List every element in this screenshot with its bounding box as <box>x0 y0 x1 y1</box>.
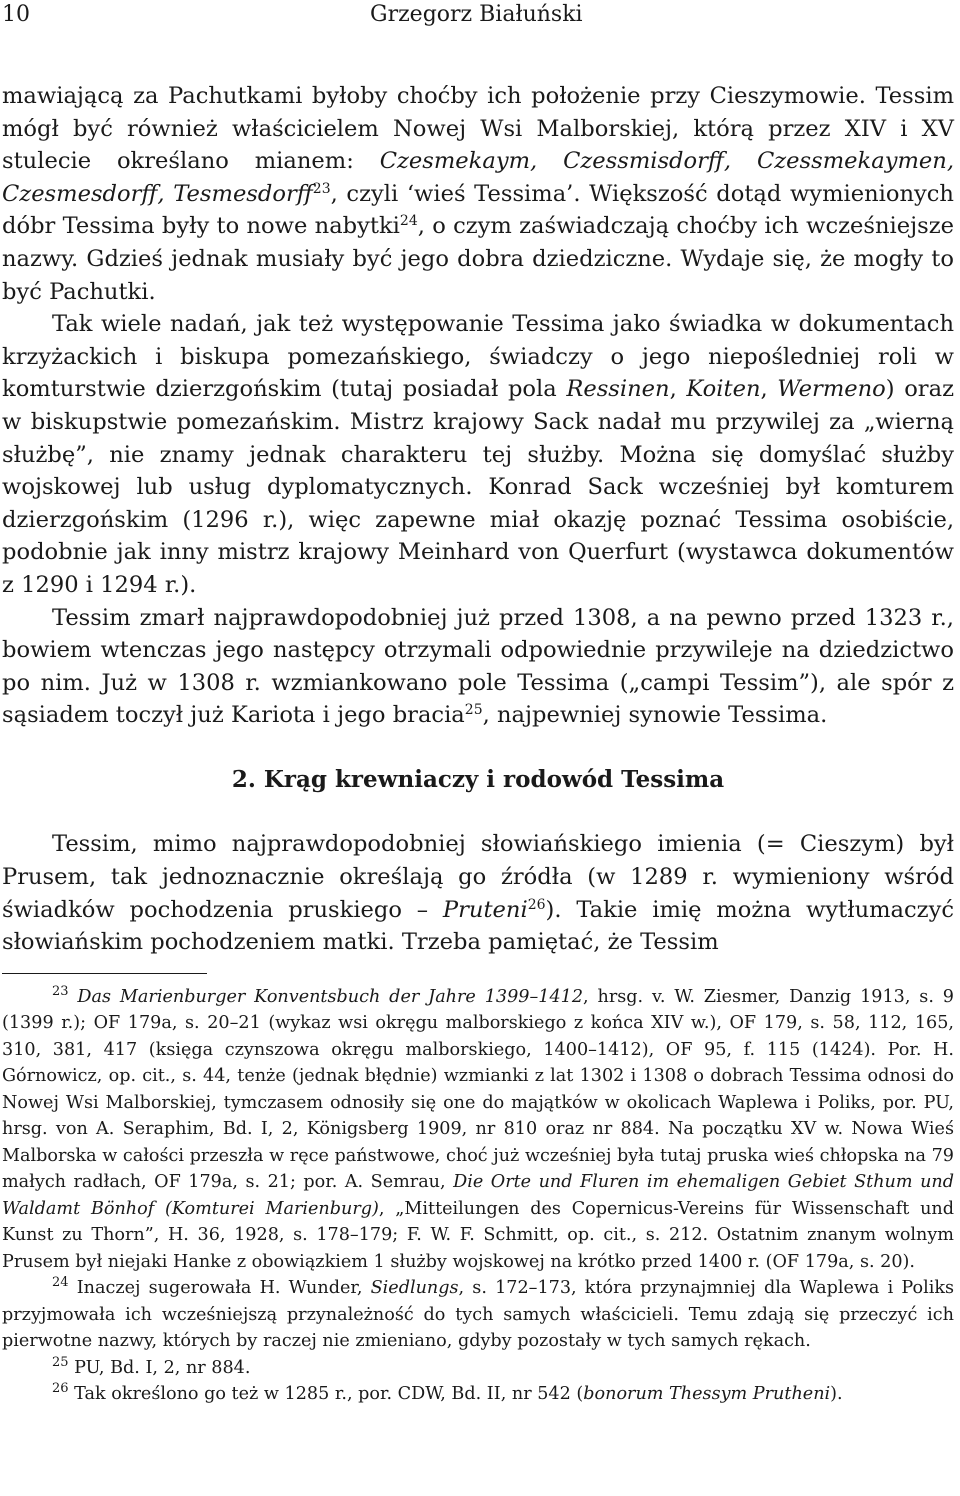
footnote-ref-24[interactable]: 24 <box>399 213 418 230</box>
running-head-author: Grzegorz Białuński <box>370 2 583 27</box>
footnote-number: 25 <box>52 1354 69 1370</box>
footnote-26: $^{26}$ Tak określono go też w 1285 r., por. CDW, Bd. II, nr 542 (bonorum Thessym Prutheni). <box>52 1381 843 1405</box>
footnote-number: 24 <box>52 1275 69 1291</box>
footnote-24: $^{24}$ Inaczej sugerowała H. Wunder, Siedlungs, s. 172–173, która przynajmniej dla Waplewa i Poliks przyjmowała ich wcześniejszą przynależność do tych samych właścicieli. Temu zdają się przeczyć ich pierwotne nazwy, których by raczej nie zmieniano, gdyby pozostały w tych samych rękach. <box>2 1275 955 1352</box>
place-names-italic: Czesmekaym, Czessmisdorff, Czessmekaymen, Czesmesdorff, Tesmesdorff <box>2 148 954 207</box>
section-heading: 2. Krąg krewniaczy i rodowód Tessima <box>231 765 725 793</box>
footnote-separator <box>2 973 207 974</box>
footnote-ref-23[interactable]: 23 <box>312 180 331 197</box>
document-page <box>2 0 954 1408</box>
footnote-number: 26 <box>52 1381 69 1397</box>
footnote-ref-25[interactable]: 25 <box>464 702 483 719</box>
footnotes <box>2 984 954 1408</box>
paragraph: Tessim zmarł najprawdopodobniej już przed 1308, a na pewno przed 1323 r., bowiem wtenczas jego następcy otrzymali odpowiednie przywileje na dziedzictwo po nim. Już w 1308 r. wzmiankowano pole Tessima („campi Tessim”), ale spór z sąsiadem toczył już Kariota i jego bracia$^{25}$, najpewniej synowie Tessima. <box>2 604 954 729</box>
running-head <box>2 2 954 32</box>
paragraph: Tessim, mimo najprawdopodobniej słowiańskiego imienia (= Cieszym) był Prusem, tak jednoznacznie określają go źródła (w 1289 r. wymieniony wśród świadków pochodzenia pruskiego – Pruteni$^{26}$). Takie imię można wytłumaczyć słowiańskim pochodzeniem matki. Trzeba pamiętać, że Tessim <box>2 831 954 956</box>
paragraph: Tak wiele nadań, jak też występowanie Tessima jako świadka w dokumentach krzyżackich i biskupa pomezańskiego, świadczy o jego niepośledniej roli w komturstwie dzierzgońskim (tutaj posiadał pola Ressinen, Koiten, Wermeno) oraz w biskupstwie pomezańskim. Mistrz krajowy Sack nadał mu przywilej za „wierną służbę”, nie znamy jednak charakteru tej służby. Można się domyślać służby wojskowej lub usług dyplomatycznych. Konrad Sack wcześniej był komturem dzierzgońskim (1296 r.), więc zapewne miał okazję poznać Tessima osobiście, podobnie jak inny mistrz krajowy Meinhard von Querfurt (wystawca dokumentów z 1290 i 1294 r.). <box>2 311 954 598</box>
body-text <box>2 80 954 959</box>
footnote-25: $^{25}$ PU, Bd. I, 2, nr 884. <box>52 1354 251 1378</box>
page-number: 10 <box>2 2 30 27</box>
footnote-number: 23 <box>52 983 69 999</box>
footnote-23: $^{23}$ Das Marienburger Konventsbuch der Jahre 1399–1412, hrsg. v. W. Ziesmer, Danzig 1913, s. 9 (1399 r.); OF 179a, s. 20–21 (wykaz wsi okręgu malborskiego z końca XIV w.), OF 179, s. 58, 112, 165, 310, 381, 417 (księga czynszowa okręgu malborskiego, 1400–1412), OF 95, f. 115 (1424). Por. H. Górnowicz, op. cit., s. 44, tenże (jednak błędnie) wzmianki z lat 1302 i 1308 o dobrach Tessima odnosi do Nowej Wsi Malborskiej, tymczasem odnosiły się one do majątków w okolicach Waplewa i Poliks, por. PU, hrsg. von A. Seraphim, Bd. I, 2, Königsberg 1909, nr 810 oraz nr 884. Na początku XV w. Nowa Wieś Malborska w całości przeszła w ręce państwowe, choć już wcześniej była tutaj pruska wieś chłopska na 79 małych radłach, OF 179a, s. 21; por. A. Semrau, Die Orte und Fluren im ehemaligen Gebiet Sthum und Waldamt Bönhof (Komturei Marienburg), „Mitteilungen des Copernicus-Vereins für Wissenschaft und Kunst zu Thorn”, H. 36, 1928, s. 178–179; F. W. F. Schmitt, op. cit., s. 212. Ostatnim znanym wolnym Prusem był niejaki Hanke z obowiązkiem 1 służby wojskowej na krótko przed 1400 r. (OF 179a, s. 20). <box>2 983 955 1272</box>
footnote-ref-26[interactable]: 26 <box>527 896 546 913</box>
paragraph: mawiającą za Pachutkami byłoby choćby ich położenie przy Cieszymowie. Tessim mógł być również właścicielem Nowej Wsi Malborskiej, którą przez XIV i XV stulecie określano mianem: Czesmekaym, Czessmisdorff, Czessmekaymen, Czesmesdorff, Tesmesdorff$^{23}$, czyli ‘wieś Tessima’. Większość dotąd wymienionych dóbr Tessima były to nowe nabytki$^{24}$, o czym zaświadczają choćby ich wcześniejsze nazwy. Gdzieś jednak musiały być jego dobra dziedziczne. Wydaje się, że mogły to być Pachutki. <box>2 83 954 305</box>
